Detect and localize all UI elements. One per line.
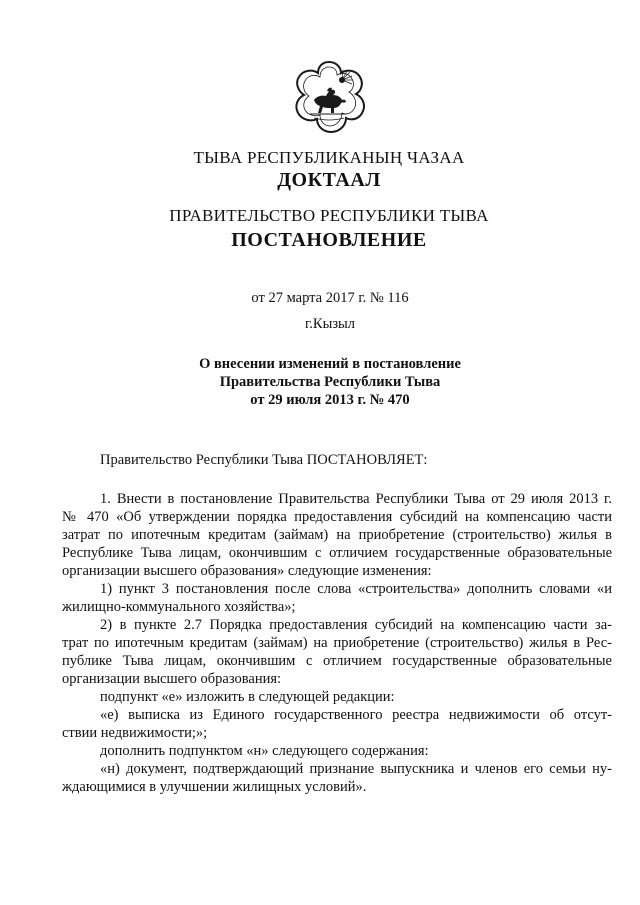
body-line: публике Тыва лицам, окончившим с отличием государственные образовательные xyxy=(62,653,612,669)
russian-government-heading: ПРАВИТЕЛЬСТВО РЕСПУБЛИКИ ТЫВА xyxy=(169,206,489,225)
body-line: Республике Тыва лицам, окончившим с отличием государственные образовательные xyxy=(62,545,612,561)
body-line: «е) выписка из Единого государственного реестра недвижимости об отсут- xyxy=(100,707,612,723)
russian-document-type: ПОСТАНОВЛЕНИЕ xyxy=(231,229,427,251)
body-line: дополнить подпунктом «н» следующего содержания: xyxy=(100,743,429,759)
body-line: организации высшего образования: xyxy=(62,671,282,687)
body-line: ждающимися в улучшении жилищных условий». xyxy=(62,779,367,795)
body-line: 1. Внести в постановление Правительства Республики Тыва от 29 июля 2013 г. xyxy=(100,491,612,507)
document-title-line: Правительства Республики Тыва xyxy=(219,374,441,390)
body-line: организации высшего образования» следующие изменения: xyxy=(62,563,432,579)
body-line: № 470 «Об утверждении порядка предоставления субсидий на компенсацию части xyxy=(62,509,612,525)
body-line: 1) пункт 3 постановления после слова «строительства» дополнить словами «и xyxy=(100,581,612,597)
document-title-line: от 29 июля 2013 г. № 470 xyxy=(250,392,410,408)
tuvan-document-type: ДОКТААЛ xyxy=(277,169,381,191)
document-title-line: О внесении изменений в постановление xyxy=(199,356,461,372)
body-line: трат по ипотечным кредитам (займам) на приобретение (строительство) жилья в Рес- xyxy=(62,635,612,651)
resolution-intro: Правительство Республики Тыва ПОСТАНОВЛЯЕТ: xyxy=(100,452,428,468)
body-line: 2) в пункте 2.7 Порядка предоставления субсидий на компенсацию части за- xyxy=(100,617,612,633)
body-line: ствии недвижимости;»; xyxy=(62,725,208,741)
document-body xyxy=(62,490,612,796)
body-line: «н) документ, подтверждающий признание выпускника и членов его семьи ну- xyxy=(100,761,612,777)
tuvan-government-heading: ТЫВА РЕСПУБЛИКАНЫҢ ЧАЗАА xyxy=(193,148,465,167)
body-line: жилищно-коммунального хозяйства»; xyxy=(62,599,296,615)
body-line: затрат по ипотечным кредитам (займам) на приобретение (строительство) жилья в xyxy=(62,527,612,543)
document-city: г.Кызыл xyxy=(304,316,356,332)
body-line: подпункт «е» изложить в следующей редакции: xyxy=(100,689,395,705)
document-date-number: от 27 марта 2017 г. № 116 xyxy=(251,290,409,306)
tuva-emblem-icon xyxy=(284,58,374,136)
